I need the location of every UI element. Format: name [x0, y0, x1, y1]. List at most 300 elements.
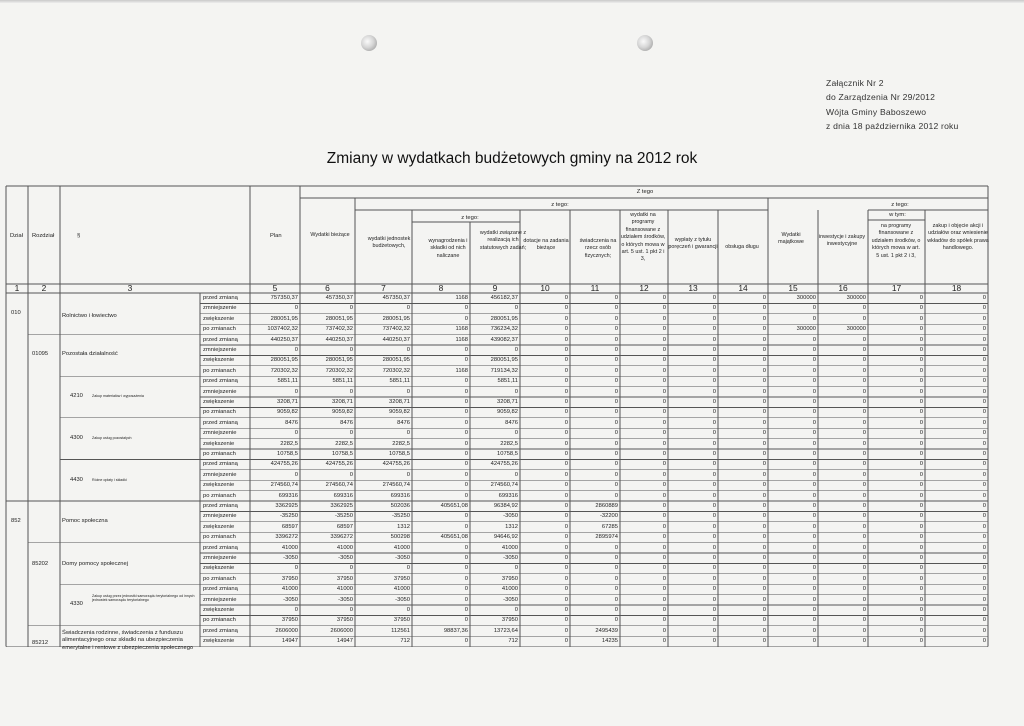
table-cell: 0: [564, 461, 568, 468]
table-cell: 0: [564, 534, 568, 541]
table-cell: 0: [464, 513, 468, 520]
table-cell: -3050: [338, 596, 353, 603]
table-cell: 0: [662, 534, 666, 541]
table-cell: 0: [862, 430, 866, 437]
table-cell: -3050: [395, 596, 410, 603]
table-cell: 5851,11: [332, 378, 353, 385]
header-z-tego-mid: z tego:: [551, 202, 569, 208]
table-cell: 68597: [336, 523, 353, 530]
table-cell: 0: [662, 357, 666, 364]
table-cell: 0: [812, 388, 816, 395]
table-cell: 0: [712, 586, 716, 593]
table-cell: 37950: [501, 575, 518, 582]
table-cell: 9059,82: [497, 409, 518, 416]
table-cell: 0: [662, 565, 666, 572]
annex-line-2: do Zarządzenia Nr 29/2012: [826, 92, 936, 103]
table-cell: 274560,74: [270, 482, 298, 489]
table-cell: 0: [762, 430, 766, 437]
table-cell: 0: [614, 295, 618, 301]
header-zakup-akcji: zakup i objęcie akcji i udziałów oraz wniesienie wkładów do spółek prawa handlowego.: [927, 223, 989, 252]
table-cell: 0: [919, 388, 923, 395]
table-cell: 0: [349, 565, 353, 572]
table-cell: 0: [514, 471, 518, 478]
row-type-label: zmniejszenie: [203, 555, 237, 561]
table-cell: 5851,11: [497, 378, 518, 385]
row-type-label: zwiększenie: [203, 315, 235, 322]
table-cell: 0: [614, 315, 618, 322]
page-title: Zmiany w wydatkach budżetowych gminy na 2012 rok: [326, 150, 698, 167]
table-cell: 37950: [281, 575, 298, 582]
table-cell: 424755,26: [325, 461, 353, 468]
table-cell: 0: [294, 347, 298, 353]
par-4210: 4210: [70, 393, 83, 399]
table-cell: 1168: [455, 326, 468, 333]
table-cell: -3050: [503, 596, 518, 603]
table-cell: 0: [812, 503, 816, 509]
table-cell: 0: [812, 555, 816, 561]
header-plan: Plan: [270, 233, 282, 239]
table-cell: 0: [982, 315, 986, 322]
table-cell: 0: [982, 388, 986, 395]
table-cell: 0: [919, 336, 923, 343]
table-cell: 0: [812, 607, 816, 613]
table-cell: 14235: [601, 638, 618, 645]
table-cell: 699316: [333, 492, 353, 499]
table-cell: 0: [762, 555, 766, 561]
table-cell: 457350,37: [382, 295, 410, 301]
row-type-label: po zmianach: [203, 492, 236, 499]
table-cell: 0: [464, 607, 468, 613]
table-cell: 2606000: [275, 627, 298, 634]
table-cell: 13723,64: [493, 627, 518, 634]
table-cell: 0: [514, 305, 518, 312]
table-cell: 0: [662, 607, 666, 613]
table-cell: 0: [862, 347, 866, 353]
table-cell: 0: [762, 607, 766, 613]
row-type-label: przed zmianą: [203, 419, 238, 426]
header-wydatki-zwiazane: wydatki związane z realizacją ich statutowych zadań;: [479, 230, 527, 251]
table-cell: 0: [762, 409, 766, 416]
table-cell: 0: [349, 471, 353, 478]
table-cell: 0: [919, 492, 923, 499]
column-number: 12: [639, 283, 649, 293]
table-cell: 737402,32: [382, 326, 410, 333]
table-cell: 0: [564, 367, 568, 374]
row-type-label: po zmianach: [203, 451, 236, 457]
table-cell: 0: [464, 596, 468, 603]
column-number: 9: [492, 283, 498, 293]
table-cell: 0: [564, 419, 568, 426]
table-cell: 0: [862, 586, 866, 593]
table-cell: 0: [812, 378, 816, 385]
table-cell: 0: [982, 336, 986, 343]
table-cell: 0: [812, 409, 816, 416]
table-cell: 457350,37: [325, 295, 353, 301]
label-852: Pomoc społeczna: [62, 518, 108, 524]
table-cell: 3362925: [275, 503, 298, 509]
table-cell: 280051,95: [490, 315, 518, 322]
table-cell: 712: [508, 638, 518, 645]
table-cell: 0: [712, 503, 716, 509]
table-cell: 280051,95: [325, 315, 353, 322]
table-cell: 0: [762, 326, 766, 333]
table-cell: 0: [564, 430, 568, 437]
row-type-label: po zmianach: [203, 617, 236, 624]
table-cell: 0: [712, 596, 716, 603]
table-cell: 0: [564, 555, 568, 561]
table-cell: 0: [919, 534, 923, 541]
table-cell: 0: [982, 451, 986, 457]
table-cell: 0: [919, 617, 923, 624]
table-cell: 0: [762, 534, 766, 541]
row-type-label: po zmianach: [203, 367, 236, 374]
table-cell: 0: [762, 388, 766, 395]
table-cell: 0: [862, 367, 866, 374]
table-cell: 0: [812, 315, 816, 322]
table-cell: 0: [712, 565, 716, 572]
table-cell: 280051,95: [270, 357, 298, 364]
table-cell: 0: [919, 565, 923, 572]
table-cell: 0: [712, 326, 716, 333]
row-type-label: przed zmianą: [203, 544, 238, 551]
table-cell: 2282,5: [280, 440, 298, 447]
table-cell: 41000: [501, 544, 518, 551]
table-cell: 0: [762, 378, 766, 385]
table-cell: 41000: [393, 586, 410, 593]
table-cell: 0: [919, 523, 923, 530]
table-cell: 0: [662, 461, 666, 468]
table-cell: 0: [919, 607, 923, 613]
rozdzial-85202: 85202: [32, 561, 49, 567]
table-cell: 0: [614, 305, 618, 312]
table-cell: 0: [982, 399, 986, 405]
column-number: 16: [838, 283, 848, 293]
table-cell: 0: [464, 471, 468, 478]
table-cell: 0: [982, 419, 986, 426]
table-cell: 0: [662, 315, 666, 322]
table-cell: 0: [614, 461, 618, 468]
table-cell: 0: [614, 607, 618, 613]
row-type-label: zwiększenie: [203, 482, 235, 489]
table-cell: 0: [862, 378, 866, 385]
table-cell: 0: [982, 607, 986, 613]
table-cell: 500298: [390, 534, 410, 541]
table-cell: 1312: [397, 523, 410, 530]
table-cell: 0: [712, 461, 716, 468]
table-cell: 0: [762, 295, 766, 301]
header-dotacje: dotacje na zadania bieżące: [523, 238, 569, 252]
table-cell: 0: [762, 627, 766, 634]
table-cell: 0: [662, 471, 666, 478]
table-cell: 720302,32: [325, 367, 353, 374]
table-cell: 300000: [796, 326, 816, 333]
table-cell: 0: [712, 315, 716, 322]
table-cell: 0: [464, 305, 468, 312]
column-number: 1: [14, 283, 20, 293]
table-cell: 0: [982, 555, 986, 561]
row-type-label: przed zmianą: [203, 336, 238, 343]
table-cell: 0: [349, 305, 353, 312]
table-cell: 0: [349, 607, 353, 613]
table-cell: 10758,5: [277, 451, 298, 457]
table-cell: 0: [406, 471, 410, 478]
table-cell: 424755,26: [382, 461, 410, 468]
table-cell: 0: [464, 409, 468, 416]
table-cell: 0: [919, 419, 923, 426]
table-cell: 720302,32: [382, 367, 410, 374]
table-cell: 0: [662, 430, 666, 437]
row-type-label: zwiększenie: [203, 440, 235, 447]
header-majatkowe: Wydatki majątkowe: [778, 232, 804, 246]
par-4330: 4330: [70, 601, 83, 607]
table-cell: 0: [564, 503, 568, 509]
row-type-label: zmniejszenie: [203, 430, 237, 437]
table-cell: 0: [464, 523, 468, 530]
table-cell: 0: [662, 492, 666, 499]
table-cell: 0: [614, 586, 618, 593]
table-cell: 0: [564, 399, 568, 405]
annex-line-4: z dnia 18 października 2012 roku: [826, 120, 959, 131]
table-cell: 0: [662, 555, 666, 561]
table-cell: 0: [919, 399, 923, 405]
table-cell: 0: [464, 430, 468, 437]
table-cell: 3208,71: [277, 399, 298, 405]
table-cell: 0: [564, 471, 568, 478]
table-cell: 0: [564, 409, 568, 416]
table-cell: 0: [919, 544, 923, 551]
table-cell: 0: [662, 326, 666, 333]
table-cell: 440250,37: [325, 336, 353, 343]
table-cell: 0: [712, 607, 716, 613]
table-cell: 0: [712, 534, 716, 541]
table-cell: 2282,5: [335, 440, 353, 447]
table-cell: 1168: [455, 336, 468, 343]
table-cell: 0: [762, 513, 766, 520]
table-cell: 37950: [336, 575, 353, 582]
table-cell: 0: [862, 513, 866, 520]
header-wydatki-biezace: Wydatki bieżące: [310, 232, 350, 238]
label-85212: Świadczenia rodzinne, świadczenia z funduszu alimentacyjnego oraz składki na ubezpieczenia emerytalne i rentowe z ubezpieczenia społecznego: [62, 630, 194, 651]
row-type-label: zwiększenie: [203, 523, 235, 530]
table-cell: 3208,71: [332, 399, 353, 405]
table-cell: 0: [464, 555, 468, 561]
table-cell: 0: [614, 326, 618, 333]
table-cell: 0: [564, 565, 568, 572]
header-inwestycje: inwestycje i zakupy inwestycyjne: [818, 234, 866, 248]
table-cell: 0: [862, 336, 866, 343]
table-cell: -3050: [503, 513, 518, 520]
row-type-label: zwiększenie: [203, 607, 235, 613]
table-cell: 1168: [455, 295, 468, 301]
table-cell: 0: [564, 347, 568, 353]
table-cell: 0: [662, 409, 666, 416]
table-cell: 280051,95: [382, 357, 410, 364]
table-cell: 0: [919, 347, 923, 353]
table-cell: 2282,5: [500, 440, 518, 447]
table-cell: 0: [982, 523, 986, 530]
table-cell: 0: [712, 367, 716, 374]
table-cell: 0: [662, 336, 666, 343]
table-cell: 0: [564, 315, 568, 322]
table-cell: 0: [564, 638, 568, 645]
table-cell: 0: [349, 347, 353, 353]
table-cell: 0: [862, 419, 866, 426]
table-cell: 10758,5: [332, 451, 353, 457]
table-cell: 96384,92: [493, 503, 518, 509]
table-cell: 737402,32: [325, 326, 353, 333]
table-cell: 0: [464, 565, 468, 572]
table-cell: 0: [919, 638, 923, 645]
table-cell: 0: [982, 586, 986, 593]
table-cell: 1037402,32: [267, 326, 298, 333]
table-cell: 0: [812, 627, 816, 634]
table-cell: 720302,32: [270, 367, 298, 374]
table-cell: 0: [919, 513, 923, 520]
table-cell: 0: [712, 388, 716, 395]
table-cell: 41000: [281, 586, 298, 593]
table-cell: 0: [762, 471, 766, 478]
table-cell: 37950: [393, 617, 410, 624]
table-cell: 0: [712, 440, 716, 447]
column-number: 10: [540, 283, 550, 293]
table-cell: 0: [812, 399, 816, 405]
table-cell: 0: [862, 315, 866, 322]
table-cell: -3050: [283, 555, 298, 561]
table-cell: 699316: [498, 492, 518, 499]
table-cell: 0: [982, 503, 986, 509]
label-4300: Zakup usług pozostałych: [92, 436, 132, 440]
table-cell: 0: [514, 430, 518, 437]
table-cell: 0: [762, 461, 766, 468]
table-cell: 0: [294, 388, 298, 395]
table-cell: 0: [862, 627, 866, 634]
table-cell: 0: [812, 440, 816, 447]
table-cell: 0: [982, 440, 986, 447]
table-cell: 0: [406, 430, 410, 437]
table-cell: 41000: [336, 544, 353, 551]
column-number: 5: [272, 283, 278, 293]
header-dzial: Dział: [10, 233, 23, 239]
table-cell: 0: [982, 326, 986, 333]
table-cell: 0: [564, 627, 568, 634]
table-cell: 0: [982, 471, 986, 478]
rozdzial-01095: 01095: [32, 351, 49, 357]
table-cell: 0: [982, 575, 986, 582]
header-rozdzial: Rozdział: [32, 233, 55, 239]
table-cell: 0: [712, 347, 716, 353]
column-number: 17: [891, 283, 902, 293]
table-cell: 0: [662, 451, 666, 457]
table-cell: 0: [812, 471, 816, 478]
table-cell: 0: [812, 523, 816, 530]
table-cell: -35250: [334, 513, 353, 520]
table-cell: 300000: [846, 326, 866, 333]
table-cell: 0: [464, 440, 468, 447]
table-cell: 41000: [336, 586, 353, 593]
label-85202: Domy pomocy społecznej: [62, 561, 129, 567]
table-cell: 300000: [796, 295, 816, 301]
table-cell: 699316: [278, 492, 298, 499]
table-cell: 0: [762, 503, 766, 509]
table-cell: 0: [662, 596, 666, 603]
table-cell: 0: [294, 430, 298, 437]
table-cell: 0: [614, 555, 618, 561]
table-cell: 0: [564, 575, 568, 582]
row-type-label: po zmianach: [203, 326, 236, 333]
row-type-label: zmniejszenie: [203, 596, 237, 603]
table-cell: 0: [862, 565, 866, 572]
table-cell: 0: [812, 492, 816, 499]
table-cell: 0: [812, 565, 816, 572]
table-cell: 0: [762, 419, 766, 426]
table-cell: 0: [712, 627, 716, 634]
table-cell: 0: [862, 596, 866, 603]
table-cell: 0: [614, 357, 618, 364]
table-cell: 0: [712, 419, 716, 426]
table-cell: 0: [812, 586, 816, 593]
table-cell: 0: [564, 544, 568, 551]
table-cell: 0: [982, 627, 986, 634]
table-cell: 424755,26: [270, 461, 298, 468]
label-4330: Zakup usług przez jednostki samorządu terytorialnego od innych jednostek samorządu terytorialnego: [92, 594, 195, 603]
table-cell: 0: [406, 607, 410, 613]
table-cell: 0: [982, 295, 986, 301]
table-cell: 0: [862, 409, 866, 416]
table-cell: 0: [662, 575, 666, 582]
table-cell: 0: [614, 544, 618, 551]
table-cell: 0: [564, 523, 568, 530]
table-cell: 0: [812, 575, 816, 582]
row-type-label: przed zmianą: [203, 461, 238, 468]
table-cell: 37950: [336, 617, 353, 624]
table-cell: 0: [564, 305, 568, 312]
table-cell: 280051,95: [382, 315, 410, 322]
table-cell: 0: [712, 523, 716, 530]
table-cell: 0: [464, 482, 468, 489]
table-cell: 0: [564, 326, 568, 333]
row-type-label: zwiększenie: [203, 638, 235, 645]
table-cell: 0: [464, 399, 468, 405]
table-cell: 0: [982, 357, 986, 364]
header-wyplaty: wypłaty z tytułu poręczeń i gwarancji: [668, 237, 718, 251]
table-cell: 0: [862, 440, 866, 447]
rozdzial-85212: 85212: [32, 640, 49, 646]
table-cell: 0: [564, 336, 568, 343]
table-cell: 0: [812, 430, 816, 437]
table-cell: 0: [712, 409, 716, 416]
table-cell: 0: [982, 534, 986, 541]
table-cell: 0: [862, 617, 866, 624]
table-cell: 0: [294, 565, 298, 572]
table-cell: 0: [919, 461, 923, 468]
table-cell: 757350,37: [270, 295, 298, 301]
table-cell: 0: [862, 451, 866, 457]
header-programy: wydatki na programy finansowane z udziałem środków, o których mowa w art. 5 ust. 1 pkt 2 i 3,: [620, 212, 666, 263]
table-cell: 0: [662, 503, 666, 509]
header-paragraph: §: [77, 233, 81, 239]
table-cell: 0: [762, 367, 766, 374]
table-cell: 439082,37: [490, 336, 518, 343]
table-cell: 0: [406, 388, 410, 395]
table-cell: 8476: [340, 419, 353, 426]
table-cell: 0: [812, 596, 816, 603]
label-4430: Różne opłaty i składki: [92, 478, 127, 482]
row-type-label: zmniejszenie: [203, 471, 237, 478]
table-cell: 0: [862, 638, 866, 645]
column-number: 8: [438, 283, 444, 293]
table-cell: 0: [982, 492, 986, 499]
table-cell: 0: [762, 357, 766, 364]
